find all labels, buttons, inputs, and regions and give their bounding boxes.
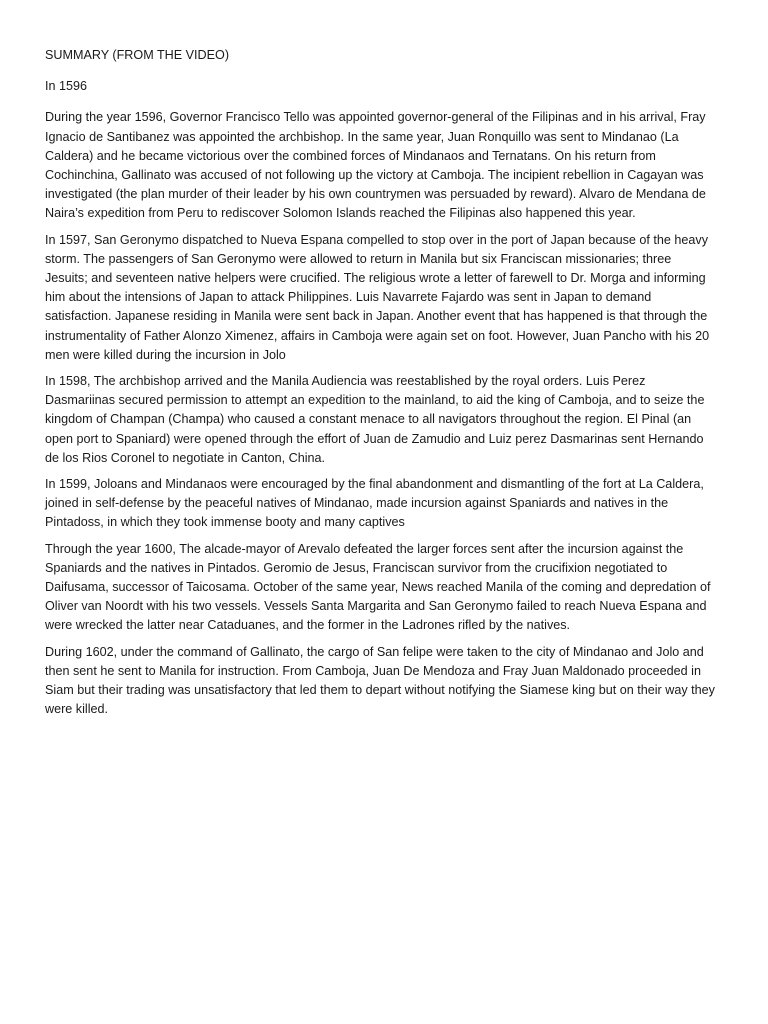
paragraph-1602: During 1602, under the command of Gallinato, the cargo of San felipe were taken to the city of Mindanao and Jolo and then sent he sent to Manila for instruction. From Camboja, Juan De Mendoza and Fray Juan Maldonado proceeded in Siam but their trading was unsatisfactory that led them to depart without notifying the Siamese king but on their way they were killed. xyxy=(45,644,715,717)
year-subheading: In 1596 xyxy=(45,79,88,94)
paragraph-1597: In 1597, San Geronymo dispatched to Nueva Espana compelled to stop over in the port of Japan because of the heavy storm. The passengers of San Geronymo were allowed to return in Manila but six Franciscan missionaries; three Jesuits; and seventeen native helpers were crucified. The religious wrote a letter of farewell to Dr. Morga and informing him about the intensions of Japan to attack Philippines. Luis Navarrete Fajardo was sent in Japan to demand satisfaction. Japanese residing in Manila were sent back in Japan. Another event that has happened is that through the instrumentality of Father Alonzo Ximenez, affairs in Camboja were again set on foot. However, Juan Pancho with his 20 men were killed during the incursion in Jolo xyxy=(45,232,710,362)
document-body xyxy=(45,46,717,727)
paragraph-1596: During the year 1596, Governor Francisco Tello was appointed governor-general of the Filipinas and in his arrival, Fray Ignacio de Santibanez was appointed the archbishop. In the same year, Juan Ronquillo was sent to Mindanao (La Caldera) and he became victorious over the combined forces of Mindanaos and Ternatans. On his return from Cochinchina, Gallinato was accused of not following up the victory at Camboja. The incipient rebellion in Cagayan was investigated (the plan murder of their leader by his own countrymen was persuaded by reward). Alvaro de Mendana de Naira’s expedition from Peru to rediscover Solomon Islands reached the Filipinas also happened this year. xyxy=(45,110,706,221)
paragraph-1600: Through the year 1600, The alcade-mayor of Arevalo defeated the larger forces sent after the incursion against the Spaniards and the natives in Pintados. Geromio de Jesus, Franciscan survivor from the crucifixion negotiated to Daifusama, successor of Taicosama. October of the same year, News reached Manila of the coming and depredation of Oliver van Noordt with his two vessels. Vessels Santa Margarita and San Geronymo failed to reach Nueva Espana and were wrecked the latter near Cataduanes, and the former in the Ladrones rifled by the natives. xyxy=(45,541,711,633)
paragraph-1598: In 1598, The archbishop arrived and the Manila Audiencia was reestablished by the royal orders. Luis Perez Dasmariinas secured permission to attempt an expedition to the mainland, to aid the king of Camboja, and to seize the kingdom of Champan (Champa) who caused a constant menace to all navigators throughout the region. El Pinal (an open port to Spaniard) were opened through the effort of Juan de Zamudio and Luiz perez Dasmarinas sent Hernando de los Rios Coronel to negotiate in Canton, China. xyxy=(45,374,705,465)
document-heading: SUMMARY (FROM THE VIDEO) xyxy=(45,48,230,62)
paragraph-1599: In 1599, Joloans and Mindanaos were encouraged by the final abandonment and dismantling of the fort at La Caldera, joined in self-defense by the peaceful natives of Mindanao, made incursion against Spaniards and natives in the Pintadoss, in which they took immense booty and many captives xyxy=(45,477,704,530)
